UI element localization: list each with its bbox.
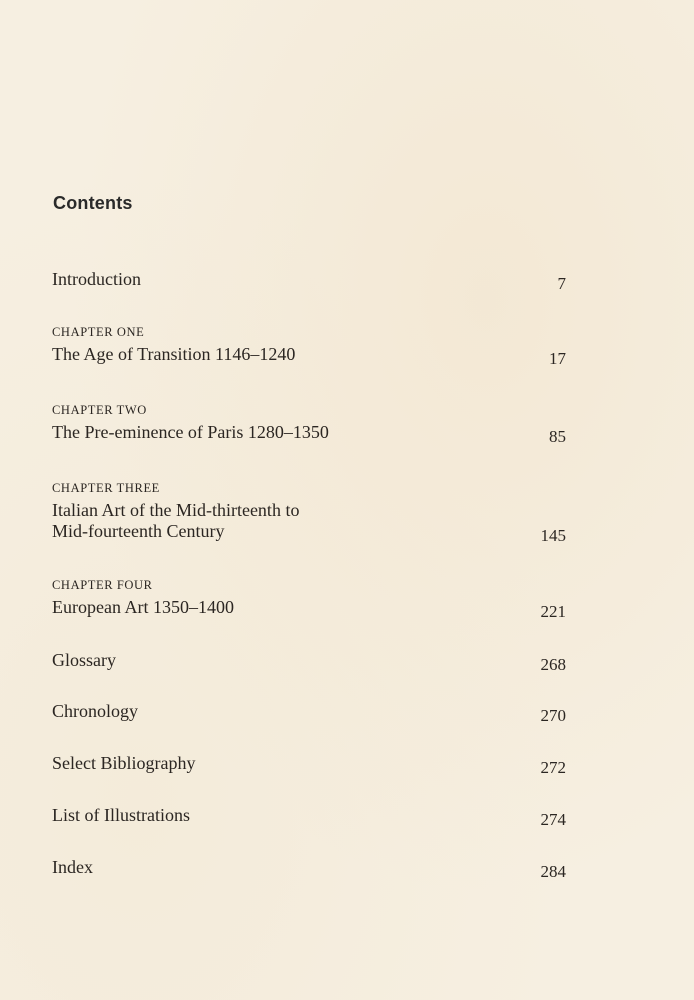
toc-entry-title: Chronology [52, 701, 139, 721]
chapter-label: CHAPTER TWO [52, 403, 147, 417]
page-title: Contents [53, 193, 133, 213]
toc-entry-title: Glossary [52, 650, 116, 670]
toc-entry-chapter-three[interactable] [52, 481, 566, 545]
toc-entry-title: Select Bibliography [52, 753, 196, 773]
toc-entry-list-of-illustrations[interactable] [52, 805, 566, 829]
toc-entry-page: 145 [540, 526, 566, 545]
toc-entry-page: 270 [540, 706, 566, 725]
toc-entry-title: List of Illustrations [52, 805, 190, 825]
toc-entry-title: European Art 1350–1400 [52, 597, 234, 617]
toc-entry-page: 268 [540, 655, 566, 674]
toc-entry-glossary[interactable] [52, 650, 566, 674]
toc-entry-title: The Pre-eminence of Paris 1280–1350 [52, 422, 329, 442]
toc-entry-page: 284 [540, 862, 566, 881]
toc-entry-page: 272 [540, 758, 566, 777]
toc-entry-title: Italian Art of the Mid-thirteenth to Mid-fourteenth Century [52, 500, 300, 541]
toc-entry-page: 17 [549, 349, 566, 368]
toc-entry-page: 85 [549, 427, 566, 446]
toc-entry-chapter-two[interactable] [52, 403, 566, 446]
toc-entry-introduction[interactable] [52, 269, 566, 293]
toc-entry-chronology[interactable] [52, 701, 566, 725]
toc-entry-select-bibliography[interactable] [52, 753, 566, 777]
toc-entry-title: Index [52, 857, 93, 877]
toc-entry-chapter-four[interactable] [52, 578, 566, 621]
toc-entry-index[interactable] [52, 857, 566, 881]
toc-entry-title: The Age of Transition 1146–1240 [52, 344, 296, 364]
toc-entry-title: Introduction [52, 269, 141, 289]
toc-entry-page: 221 [540, 602, 566, 621]
toc-entry-page: 274 [540, 810, 566, 829]
toc-entry-page: 7 [557, 274, 566, 293]
toc-entry-chapter-one[interactable] [52, 325, 566, 368]
chapter-label: CHAPTER THREE [52, 481, 160, 495]
chapter-label: CHAPTER FOUR [52, 578, 153, 592]
chapter-label: CHAPTER ONE [52, 325, 145, 339]
